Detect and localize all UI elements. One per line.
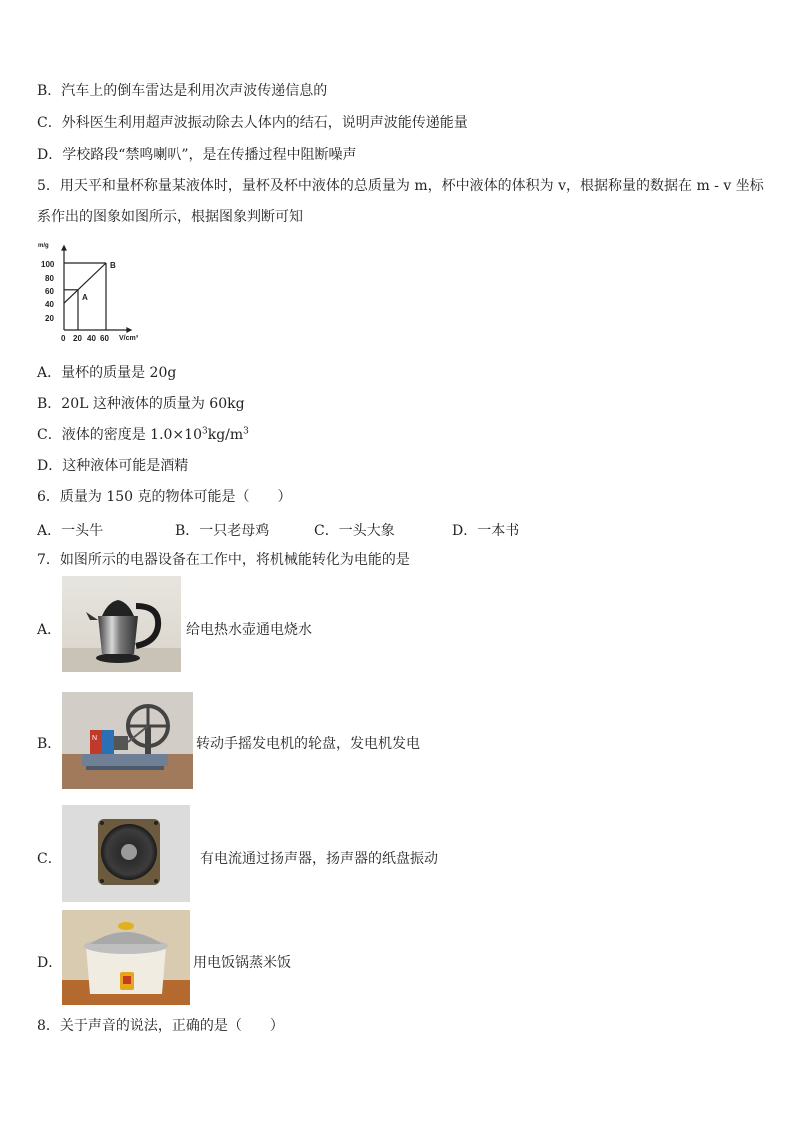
q4-option-d: D．学校路段“禁鸣喇叭”，是在传播过程中阻断噪声 <box>37 147 357 163</box>
graph-point-a-label: A <box>82 293 88 302</box>
q7-option-c-label: C． <box>37 851 62 867</box>
graph-y-tick-20: 20 <box>45 314 54 323</box>
graph-point-b-label: B <box>110 261 116 270</box>
rice-cooker-image <box>62 910 190 1005</box>
q5-option-c: C．液体的密度是 $1.0\times 10^3kg/m^3$ <box>37 426 249 443</box>
graph-x-axis-arrow <box>127 328 131 332</box>
q7-option-d-caption: 用电饭锅蒸米饭 <box>193 955 291 971</box>
graph-x-tick-20: 20 <box>73 334 82 343</box>
graph-y-tick-40: 40 <box>45 300 54 309</box>
q5-stem-line1: 5．用天平和量杯称量某液体时，量杯及杯中液体的总质量为 m，杯中液体的体积为 v，根据称量的数据在 m - v 坐标 <box>37 178 764 194</box>
electric-kettle-image <box>62 576 181 672</box>
q7-option-c-caption: 有电流通过扬声器，扬声器的纸盘振动 <box>200 851 438 867</box>
q6-option-c: C．一头大象 <box>314 523 395 539</box>
graph-y-tick-100: 100 <box>41 260 55 269</box>
q5-option-b: B．20L 这种液体的质量为 60kg <box>37 396 245 412</box>
q7-option-a-label: A． <box>37 622 62 638</box>
q6-option-a: A．一头牛 <box>37 523 104 539</box>
q6-option-d: D．一本书 <box>452 523 520 539</box>
q5-option-a: A．量杯的质量是 20g <box>37 365 177 381</box>
q7-option-d-label: D． <box>37 955 63 971</box>
graph-x-axis-label: V/cm³ <box>119 335 139 342</box>
q6-stem: 6．质量为 150 克的物体可能是（ ） <box>37 489 292 505</box>
graph-y-axis-arrow <box>62 246 66 250</box>
q7-option-b-caption: 转动手摇发电机的轮盘，发电机发电 <box>196 736 420 752</box>
graph-y-axis-label: m/g <box>38 243 49 249</box>
q4-option-c: C．外科医生利用超声波振动除去人体内的结石，说明声波能传递能量 <box>37 115 468 131</box>
hand-crank-generator-image <box>62 692 193 789</box>
graph-x-tick-60: 60 <box>100 334 109 343</box>
mass-volume-graph <box>36 238 156 348</box>
q5-option-d: D．这种液体可能是酒精 <box>37 458 189 474</box>
q5-stem-line2: 系作出的图象如图所示，根据图象判断可知 <box>37 209 303 225</box>
q4-option-b: B．汽车上的倒车雷达是利用次声波传递信息的 <box>37 83 328 99</box>
graph-y-tick-80: 80 <box>45 274 54 283</box>
graph-x-tick-40: 40 <box>87 334 96 343</box>
graph-x-tick-0: 0 <box>61 334 66 343</box>
graph-y-tick-60: 60 <box>45 287 54 296</box>
q8-stem: 8．关于声音的说法，正确的是（ ） <box>37 1018 284 1034</box>
svg-text:N: N <box>92 735 98 742</box>
q6-option-b: B．一只老母鸡 <box>175 523 270 539</box>
q7-option-a-caption: 给电热水壶通电烧水 <box>186 622 312 638</box>
q7-option-b-label: B． <box>37 736 62 752</box>
q7-stem: 7．如图所示的电器设备在工作中，将机械能转化为电能的是 <box>37 552 410 568</box>
loudspeaker-image <box>62 805 190 902</box>
